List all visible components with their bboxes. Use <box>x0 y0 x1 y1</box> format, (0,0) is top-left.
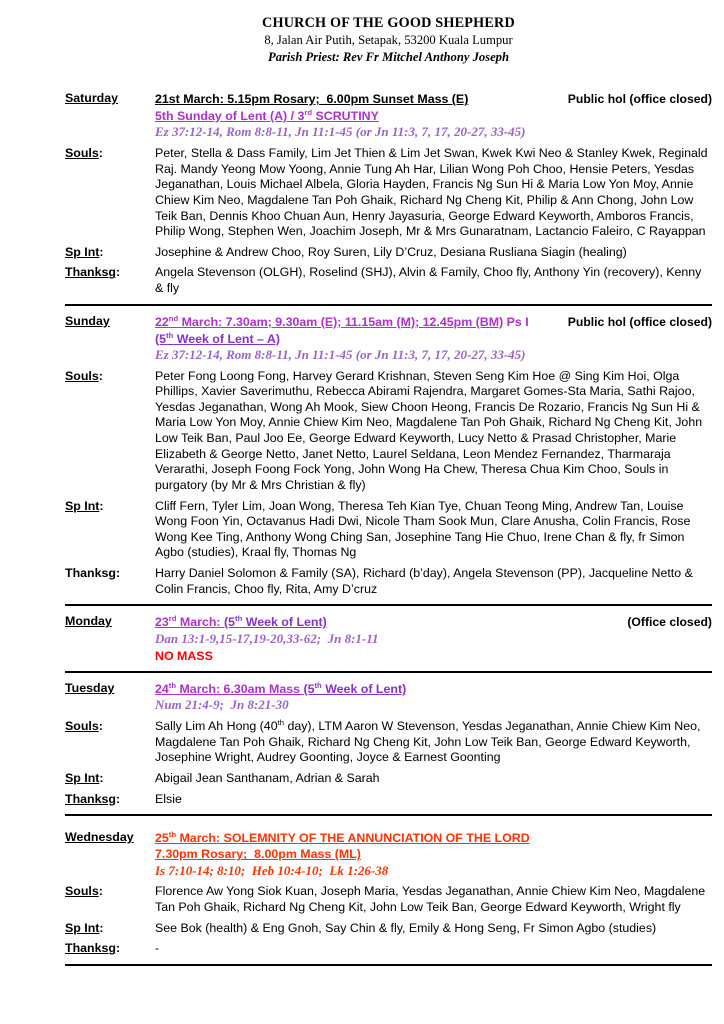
intention-row-souls <box>65 146 712 240</box>
text-run: 21st March: 5.15pm Rosary; 6.00pm Sunset Mass (E) <box>155 92 469 107</box>
mass-schedule-line-text <box>155 314 529 330</box>
mass-schedule-line <box>155 614 712 631</box>
church-name: CHURCH OF THE GOOD SHEPHERD <box>262 15 515 31</box>
scripture-line-text <box>155 863 388 880</box>
row-label-text: Thanksg <box>65 566 116 581</box>
feast-line <box>155 108 712 124</box>
thanksg-list: Angela Stevenson (OLGH), Roselind (SHJ), Alvin & Family, Choo fly, Anthony Yin (recovery), Kenny & fly <box>155 265 705 296</box>
day-section-wednesday <box>65 830 712 957</box>
ordinal-suffix: th <box>277 718 284 728</box>
day-section-tuesday <box>65 681 712 807</box>
feast-line <box>155 331 712 347</box>
mass-schedule-line <box>155 681 712 697</box>
text-run: 25th March: SOLEMNITY OF THE ANNUNCIATION OF THE LORD <box>155 830 530 846</box>
ordinal-suffix: th <box>168 830 177 840</box>
row-label-text: Sp Int <box>65 498 100 513</box>
row-label-text: Souls <box>65 146 99 161</box>
day-header-row <box>65 91 712 141</box>
row-label-thanksg: Thanksg: <box>65 941 121 956</box>
text-run: Is 7:10-14; 8:10; Heb 10:4-10; Lk 1:26-38 <box>155 862 389 878</box>
text-run: (5th Week of Lent – A) <box>155 330 280 346</box>
scripture-line-text <box>155 697 289 714</box>
notice-line <box>155 648 712 664</box>
row-label-sp-int: Sp Int: <box>65 920 104 935</box>
ordinal-suffix: th <box>314 681 322 691</box>
ordinal-suffix: nd <box>168 313 179 323</box>
section-divider <box>65 964 712 966</box>
text-run: NO MASS <box>155 649 213 664</box>
row-label-text: Sp Int <box>65 244 100 259</box>
day-header-row <box>65 830 712 879</box>
day-header-row <box>65 614 712 664</box>
intention-row-thanksg <box>65 566 712 597</box>
text-run: 24th March: 6.30am Mass <box>155 681 304 697</box>
office-status-note: Public hol (office closed) <box>567 314 712 329</box>
scripture-line <box>155 697 712 714</box>
mass-schedule-line <box>155 91 712 108</box>
scripture-line <box>155 631 712 648</box>
row-label-text: Souls <box>65 368 99 383</box>
feast-line-text <box>155 331 280 347</box>
mass-schedule-line-text <box>155 614 327 630</box>
sp-int-list: Abigail Jean Santhanam, Adrian & Sarah <box>155 771 380 786</box>
souls-list: Peter, Stella & Dass Family, Lim Jet Thien & Lim Jet Swan, Kwek Kwi Neo & Stanley Kwek, Reginald Raj. Mandy Yeong Mow Yoong, Annie Tung Ah Har, Lilian Wong Poh Choo, Hensie Peters, Yesdas Jeganathan, Louis Michael Albela, Gloria Hayden, Francis Ng Sun Hi & Maria Low Yon Moy, Annie Chiew Kim Neo, Magdalene Tan Poh Ghaik, Richard Ng Cheng Kit, Philip & Ann Chong, John Low Teik Ban, Dennis Khoo Chuan Aun, Henry Jayasuria, George Edward Keyworth, Amboros Francis, Philip Wong, Stephen Wen, Joachim Joseph, Mr & Mrs Gunaratnam, Lactancio Faleiro, C Rayappan <box>155 146 711 239</box>
church-address: 8, Jalan Air Putih, Setapak, 53200 Kuala Lumpur <box>264 33 513 48</box>
day-header-lines <box>155 614 712 664</box>
scripture-line <box>155 124 712 141</box>
day-header-row <box>65 314 712 364</box>
day-name: Tuesday <box>65 681 115 696</box>
souls-list: Peter Fong Loong Fong, Harvey Gerard Krishnan, Steven Seng Kim Hoe @ Sing Kim Hoi, Olga Phillips, Xavier Saverimuthu, Rebecca Abirami Rajendra, Margaret Gomes-Sta Maria, Sathi Rajoo, Yesdas Jeganathan, Wong Ah Mook, Siew Choon Heong, Francis De Rozario, Francis Ng Sun Hi & Maria Low Yon Moy, Annie Chiew Kim Neo, Magdalene Tan Poh Ghaik, Richard Ng Cheng Kit, John Low Teik Ban, Paul Joo Ee, George Edward Keyworth, Lucy Netto & Prasad Christopher, Marie Elizabeth & George Netto, Janet Netto, Laurel Seldana, Leon Mendez Fernandez, Tharmaraja Verarathi, Joseph Foong Fock Yong, John Wong Ha Chew, Theresa Chua Kim Choo, Souls in purgatory (by Mr & Mrs Christian & fly) <box>155 368 706 492</box>
row-label-text: Thanksg <box>65 941 116 956</box>
intention-row-thanksg <box>65 792 712 808</box>
day-header-lines <box>155 314 712 364</box>
mass-schedule-line <box>155 830 712 846</box>
mass-schedule-line <box>155 314 712 331</box>
text-run: 23rd March: <box>155 614 224 630</box>
day-name: Saturday <box>65 91 119 106</box>
day-label <box>65 830 155 879</box>
souls-list: Sally Lim Ah Hong (40th day), LTM Aaron W Stevenson, Yesdas Jeganathan, Annie Chiew Kim Neo, Magdalene Tan Poh Ghaik, Richard Ng Cheng Kit, John Low Teik Ban, George Edward Keyworth, Josephine Wright, Audrey Goonting, Joyce & Earnest Goonting <box>155 718 704 765</box>
row-label-souls: Souls: <box>65 884 103 899</box>
text-run: Ez 37:12-14, Rom 8:8-11, Jn 11:1-45 (or Jn 11:3, 7, 17, 20-27, 33-45) <box>155 346 526 362</box>
intention-row-souls <box>65 884 712 915</box>
notice-line-text <box>155 648 213 664</box>
ordinal-suffix: th <box>166 330 174 340</box>
scripture-line <box>155 863 712 880</box>
sp-int-list: Josephine & Andrew Choo, Roy Suren, Lily D’Cruz, Desiana Rusliana Siagin (healing) <box>155 244 627 259</box>
office-status-note: Public hol (office closed) <box>567 92 712 107</box>
day-section-monday <box>65 614 712 664</box>
day-section-sunday <box>65 314 712 598</box>
ordinal-suffix: rd <box>304 107 313 117</box>
row-label-souls: Souls: <box>65 146 103 161</box>
thanksg-list: Elsie <box>155 791 182 806</box>
row-label-sp-int: Sp Int: <box>65 244 104 259</box>
thanksg-list: Harry Daniel Solomon & Family (SA), Richard (b’day), Angela Stevenson (PP), Jacqueline Netto & Colin Francis, Choo fly, Rita, Amy D’cruz <box>155 566 697 596</box>
row-label-thanksg: Thanksg: <box>65 566 121 581</box>
intention-row-thanksg <box>65 265 712 296</box>
souls-list: Florence Aw Yong Siok Kuan, Joseph Maria, Yesdas Jeganathan, Annie Chiew Kim Neo, Magdalene Tan Poh Ghaik, Richard Ng Cheng Kit, John Low Teik Ban, George Edward Keyworth, Wright fly <box>155 884 709 915</box>
row-label-text: Souls <box>65 884 99 899</box>
day-label <box>65 91 155 141</box>
ordinal-suffix: th <box>168 681 177 691</box>
day-name: Sunday <box>65 313 110 328</box>
day-name: Monday <box>65 614 112 629</box>
section-divider <box>65 814 712 816</box>
text-run: (5th Week of Lent) <box>303 681 407 697</box>
row-label-text: Thanksg <box>65 265 116 280</box>
mass-schedule <box>65 91 712 966</box>
intention-row-souls <box>65 719 712 766</box>
row-label-souls: Souls: <box>65 719 103 734</box>
day-header-lines <box>155 91 712 141</box>
text-run: 22nd March: 7.30am; 9.30am (E); 11.15am (M); 12.45pm (BM) <box>155 313 504 329</box>
day-name: Wednesday <box>65 830 134 845</box>
text-run: Num 21:4-9; Jn 8:21-30 <box>155 697 289 713</box>
text-run: (5th Week of Lent) <box>224 614 327 630</box>
day-label <box>65 614 155 664</box>
text-run: 5th Sunday of Lent (A) / 3rd SCRUTINY <box>155 107 379 124</box>
row-label-souls: Souls: <box>65 368 103 383</box>
intention-row-sp-int <box>65 245 712 261</box>
day-header-row <box>65 681 712 714</box>
row-label-text: Souls <box>65 719 99 734</box>
row-label-text: Sp Int <box>65 771 100 786</box>
row-label-text: Thanksg <box>65 791 116 806</box>
document-header <box>65 14 712 65</box>
ordinal-suffix: rd <box>168 614 177 624</box>
scripture-line <box>155 347 712 364</box>
ordinal-suffix: th <box>235 614 243 624</box>
sp-int-list: See Bok (health) & Eng Gnoh, Say Chin & fly, Emily & Hong Seng, Fr Simon Agbo (studies) <box>155 920 657 935</box>
text-run: Ez 37:12-14, Rom 8:8-11, Jn 11:1-45 (or Jn 11:3, 7, 17, 20-27, 33-45) <box>155 124 526 140</box>
row-label-thanksg: Thanksg: <box>65 791 121 806</box>
parish-priest: Parish Priest: Rev Fr Mitchel Anthony Joseph <box>268 49 509 64</box>
feast-line-text <box>155 108 379 124</box>
intention-row-sp-int <box>65 499 712 562</box>
day-label <box>65 314 155 364</box>
intention-row-thanksg <box>65 941 712 957</box>
section-divider <box>65 604 712 606</box>
intention-row-sp-int <box>65 921 712 937</box>
day-label <box>65 681 155 714</box>
mass-schedule-line-text <box>155 91 468 107</box>
row-label-sp-int: Sp Int: <box>65 771 104 786</box>
scripture-line-text <box>155 124 526 141</box>
text-run: 7.30pm Rosary; 8.00pm Mass (ML) <box>155 847 361 862</box>
mass-time-line <box>155 846 712 862</box>
mass-time-line-text <box>155 846 361 862</box>
row-label-sp-int: Sp Int: <box>65 498 104 513</box>
scripture-line-text <box>155 347 526 364</box>
intention-row-souls <box>65 369 712 494</box>
section-divider <box>65 671 712 673</box>
mass-schedule-line-text <box>155 830 530 846</box>
text-run: Dan 13:1-9,15-17,19-20,33-62; Jn 8:1-11 <box>155 631 379 647</box>
intention-row-sp-int <box>65 771 712 787</box>
office-status-note: (Office closed) <box>627 615 712 630</box>
sp-int-list: Cliff Fern, Tyler Lim, Joan Wong, Theresa Teh Kian Tye, Chuan Teong Ming, Andrew Tan, Louise Wong Foon Yin, Octavanus Hadi Dwi, Nicole Tham Sook Mun, Clare Anusha, Colin Francis, Rose Wong Kee Ting, Anthony Wong Ching San, Josephine Tang Hie Chuo, Irene Chan & fly, fr Simon Agbo (studies), Kraal fly, Thomas Ng <box>155 498 694 560</box>
day-header-lines <box>155 681 712 714</box>
day-section-saturday <box>65 91 712 297</box>
scripture-line-text <box>155 631 379 648</box>
section-divider <box>65 304 712 306</box>
mass-schedule-line-text <box>155 681 406 697</box>
row-label-text: Sp Int <box>65 920 100 935</box>
row-label-thanksg: Thanksg: <box>65 265 121 280</box>
day-header-lines <box>155 830 712 879</box>
thanksg-list: - <box>155 941 160 956</box>
text-run: Ps I <box>503 314 529 329</box>
